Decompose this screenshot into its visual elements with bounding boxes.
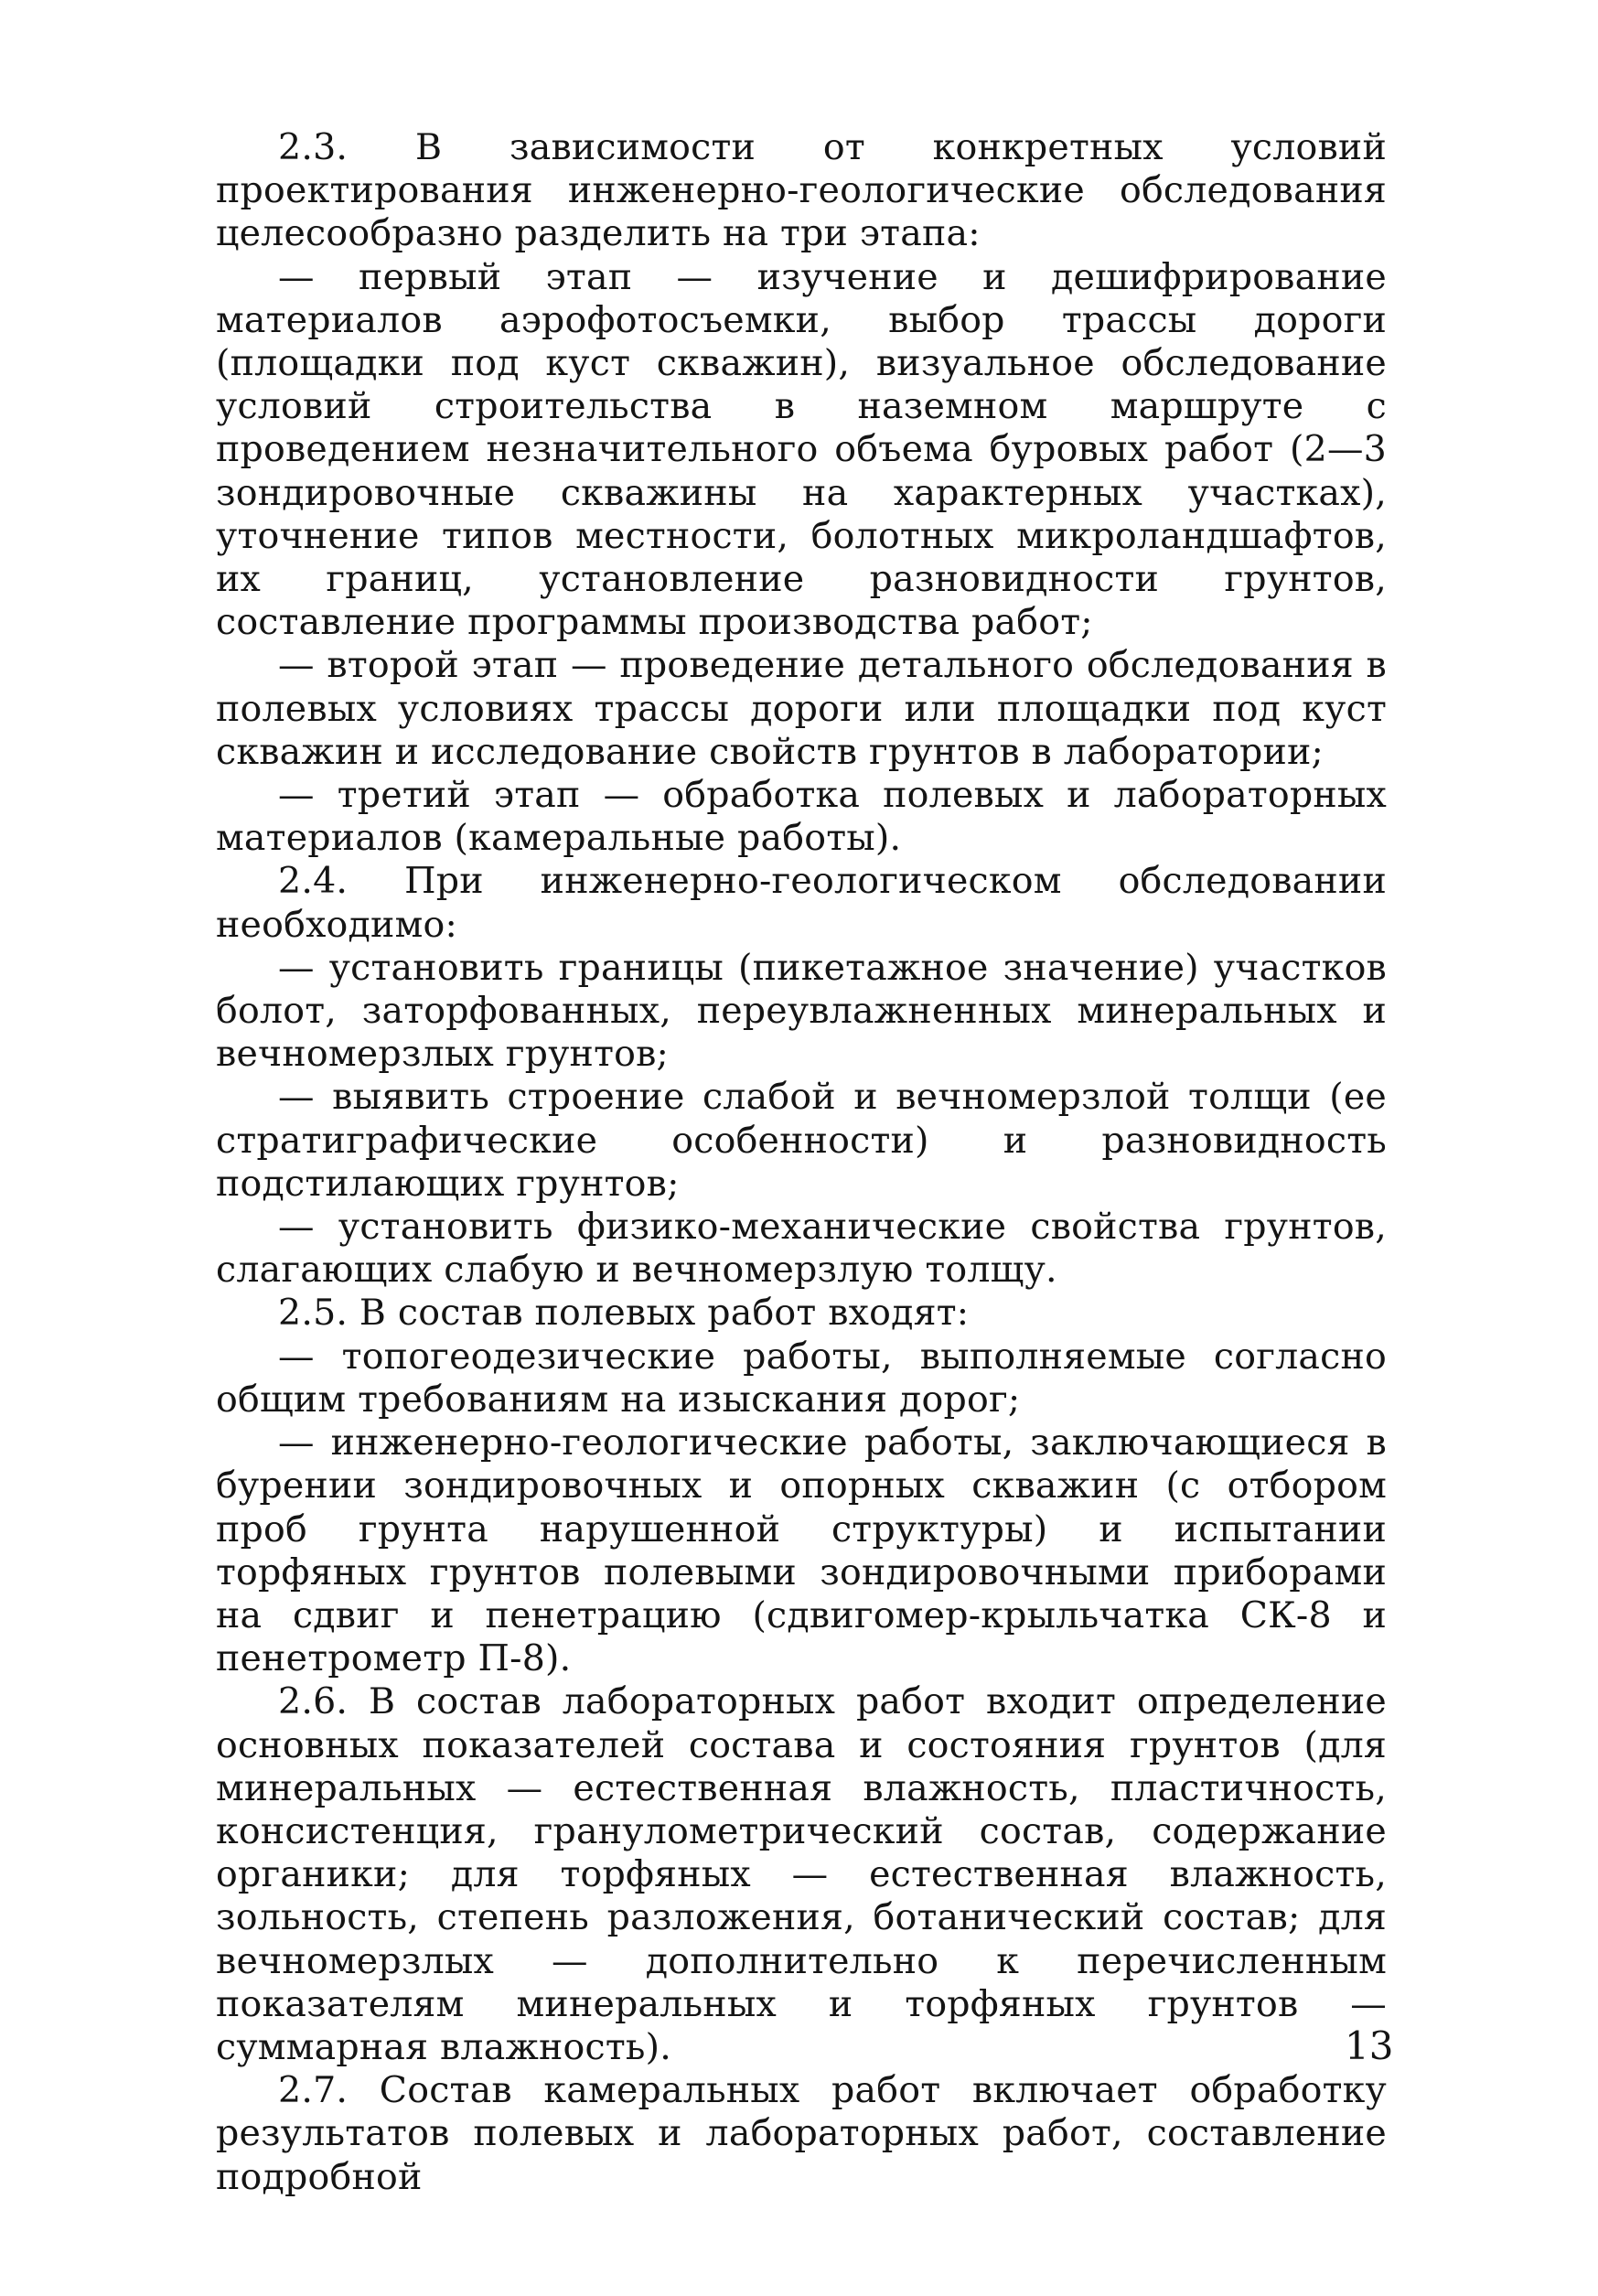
list-item-stage-2: — второй этап — проведение детального обследования в полевых условиях трассы дороги или площадки под куст скважин и исследование свойств грунтов в лаборатории; xyxy=(216,644,1387,773)
list-item-stage-3: — третий этап — обработка полевых и лабораторных материалов (камеральные работы). xyxy=(216,774,1387,860)
list-item-geological: — инженерно-геологические работы, заключающиеся в бурении зондировочных и опорных скважин (с отбором проб грунта нарушенной структуры) и испытании торфяных грунтов полевыми зондировочными приборами на сдвиг и пенетрацию (сдвигомер-крыльчатка СК-8 и пенетрометр П-8). xyxy=(216,1422,1387,1680)
list-item-topographic: — топогеодезические работы, выполняемые согласно общим требованиям на изыскания дорог; xyxy=(216,1335,1387,1421)
list-item-properties: — установить физико-механические свойства грунтов, слагающих слабую и вечномерзлую толщу. xyxy=(216,1206,1387,1292)
page-body xyxy=(216,126,1387,2199)
paragraph-2-7: 2.7. Состав камеральных работ включает обработку результатов полевых и лабораторных работ, составление подробной xyxy=(216,2069,1387,2198)
list-item-structure: — выявить строение слабой и вечномерзлой толщи (ее стратиграфические особенности) и разновидность подстилающих грунтов; xyxy=(216,1076,1387,1205)
list-item-stage-1: — первый этап — изучение и дешифрирование материалов аэрофотосъемки, выбор трассы дороги (площадки под куст скважин), визуальное обследование условий строительства в наземном маршруте с проведением незначительного объема буровых работ (2—3 зондировочные скважины на характерных участках), уточнение типов местности, болотных микроландшафтов, их границ, установление разновидности грунтов, составление программы производства работ; xyxy=(216,255,1387,644)
paragraph-2-4: 2.4. При инженерно-геологическом обследовании необходимо: xyxy=(216,860,1387,946)
list-item-boundaries: — установить границы (пикетажное значение) участков болот, заторфованных, переувлажненных минеральных и вечномерзлых грунтов; xyxy=(216,946,1387,1076)
paragraph-2-6: 2.6. В состав лабораторных работ входит определение основных показателей состава и состояния грунтов (для минеральных — естественная влажность, пластичность, консистенция, гранулометрический состав, содержание органики; для торфяных — естественная влажность, зольность, степень разложения, ботанический состав; для вечномерзлых — дополнительно к перечисленным показателям минеральных и торфяных грунтов — суммарная влажность). xyxy=(216,1680,1387,2068)
page-number: 13 xyxy=(1345,2023,1394,2068)
paragraph-2-5: 2.5. В состав полевых работ входят: xyxy=(278,1292,970,1335)
paragraph-2-3: 2.3. В зависимости от конкретных условий проектирования инженерно-геологические обследования целесообразно разделить на три этапа: xyxy=(216,126,1387,255)
